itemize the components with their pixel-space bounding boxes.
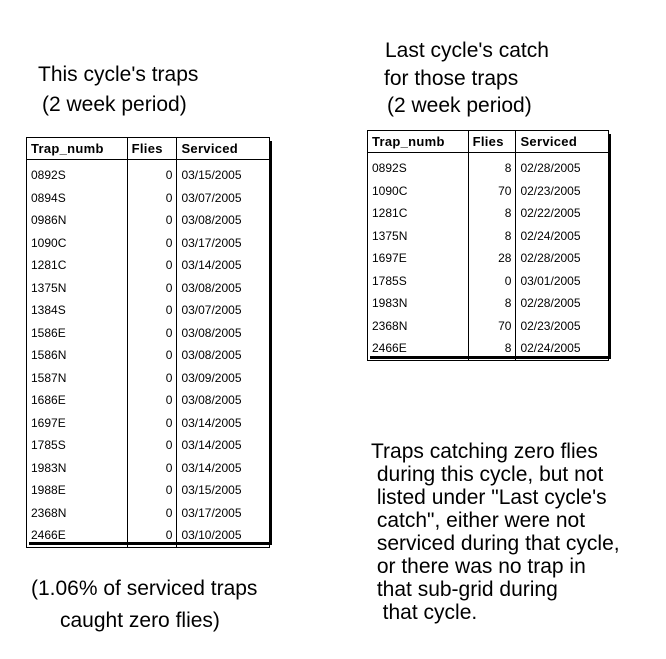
cell-flies: 0 [127, 299, 177, 322]
table-row [368, 337, 609, 360]
table-row [27, 232, 270, 255]
cell-serviced-date: 03/15/2005 [177, 479, 270, 502]
cell-serviced-date: 03/08/2005 [177, 322, 270, 345]
cell-flies: 0 [127, 322, 177, 345]
cell-flies: 0 [127, 209, 177, 232]
table-row [27, 412, 270, 435]
left-title-line2: (2 week period) [42, 93, 187, 116]
table-row [27, 209, 270, 232]
cell-flies: 0 [127, 367, 177, 390]
table-row [368, 292, 609, 315]
cell-serviced-date: 03/17/2005 [177, 502, 270, 525]
cell-flies: 8 [468, 157, 516, 180]
cell-trap-number: 1375N [368, 225, 469, 248]
cell-trap-number: 1785S [27, 434, 128, 457]
cell-serviced-date: 03/08/2005 [177, 344, 270, 367]
cell-serviced-date: 03/08/2005 [177, 277, 270, 300]
cell-flies: 0 [127, 457, 177, 480]
cell-serviced-date: 03/15/2005 [177, 164, 270, 187]
cell-serviced-date: 03/14/2005 [177, 254, 270, 277]
cell-flies: 0 [127, 164, 177, 187]
cell-trap-number: 0892S [368, 157, 469, 180]
cell-trap-number: 0894S [27, 187, 128, 210]
table-row [27, 434, 270, 457]
header-serviced: Serviced [177, 138, 270, 160]
table-row [27, 254, 270, 277]
cell-flies: 0 [127, 524, 177, 547]
cell-trap-number: 1983N [27, 457, 128, 480]
this-cycle-table-body [27, 160, 270, 548]
note-line: that sub-grid during [371, 578, 558, 601]
cell-trap-number: 1686E [27, 389, 128, 412]
cell-flies: 8 [468, 225, 516, 248]
right-title-line3: (2 week period) [387, 94, 532, 117]
cell-flies: 70 [468, 180, 516, 203]
cell-flies: 0 [127, 502, 177, 525]
cell-trap-number: 1281C [368, 202, 469, 225]
cell-flies: 0 [127, 187, 177, 210]
cell-trap-number: 1988E [27, 479, 128, 502]
left-footnote-line1: (1.06% of serviced traps [31, 577, 258, 600]
cell-trap-number: 0892S [27, 164, 128, 187]
cell-flies: 0 [127, 434, 177, 457]
cell-trap-number: 1586E [27, 322, 128, 345]
table-row [27, 344, 270, 367]
cell-flies: 0 [127, 232, 177, 255]
table-row [27, 479, 270, 502]
cell-trap-number: 0986N [27, 209, 128, 232]
cell-flies: 8 [468, 337, 516, 360]
cell-serviced-date: 02/24/2005 [516, 225, 609, 248]
cell-trap-number: 1375N [27, 277, 128, 300]
cell-trap-number: 1090C [368, 180, 469, 203]
note-line: or there was no trap in [371, 555, 586, 578]
header-flies: Flies [468, 131, 516, 153]
table-row [27, 277, 270, 300]
header-serviced: Serviced [516, 131, 609, 153]
cell-serviced-date: 02/23/2005 [516, 180, 609, 203]
cell-trap-number: 1697E [368, 247, 469, 270]
cell-trap-number: 2466E [368, 337, 469, 360]
table-row [27, 367, 270, 390]
cell-trap-number: 2466E [27, 524, 128, 547]
cell-serviced-date: 03/08/2005 [177, 209, 270, 232]
last-cycle-table [367, 130, 609, 361]
table-row [27, 187, 270, 210]
cell-flies: 0 [127, 389, 177, 412]
cell-flies: 0 [127, 277, 177, 300]
note-line: catch", either were not [371, 509, 586, 532]
note-line: that cycle. [371, 601, 478, 624]
table-row [27, 389, 270, 412]
cell-trap-number: 1983N [368, 292, 469, 315]
cell-serviced-date: 03/09/2005 [177, 367, 270, 390]
table-row [368, 270, 609, 293]
cell-trap-number: 1281C [27, 254, 128, 277]
cell-serviced-date: 02/22/2005 [516, 202, 609, 225]
cell-serviced-date: 03/14/2005 [177, 412, 270, 435]
cell-flies: 0 [127, 254, 177, 277]
cell-trap-number: 1697E [27, 412, 128, 435]
cell-serviced-date: 03/10/2005 [177, 524, 270, 547]
table-row [368, 157, 609, 180]
left-footnote-line2: caught zero flies) [60, 609, 220, 632]
cell-serviced-date: 03/01/2005 [516, 270, 609, 293]
cell-flies: 8 [468, 202, 516, 225]
last-cycle-table-body [368, 153, 609, 361]
cell-serviced-date: 02/28/2005 [516, 247, 609, 270]
cell-trap-number: 1090C [27, 232, 128, 255]
cell-trap-number: 1586N [27, 344, 128, 367]
cell-serviced-date: 03/14/2005 [177, 434, 270, 457]
cell-serviced-date: 03/17/2005 [177, 232, 270, 255]
table-row [27, 322, 270, 345]
cell-trap-number: 1785S [368, 270, 469, 293]
table-row [27, 299, 270, 322]
table-header-row [27, 138, 270, 160]
cell-flies: 0 [127, 479, 177, 502]
table-row [27, 164, 270, 187]
cell-trap-number: 2368N [27, 502, 128, 525]
this-cycle-table [26, 137, 270, 548]
table-row [27, 502, 270, 525]
note-line: during this cycle, but not [371, 463, 604, 486]
cell-serviced-date: 02/28/2005 [516, 157, 609, 180]
note-line: Traps catching zero flies [371, 440, 598, 463]
cell-serviced-date: 02/28/2005 [516, 292, 609, 315]
cell-trap-number: 1587N [27, 367, 128, 390]
cell-serviced-date: 02/24/2005 [516, 337, 609, 360]
cell-flies: 70 [468, 315, 516, 338]
table-row [27, 524, 270, 547]
cell-trap-number: 1384S [27, 299, 128, 322]
table-row [368, 225, 609, 248]
table-row [368, 315, 609, 338]
cell-serviced-date: 02/23/2005 [516, 315, 609, 338]
header-trap-numb: Trap_numb [27, 138, 128, 160]
cell-flies: 0 [127, 344, 177, 367]
cell-trap-number: 2368N [368, 315, 469, 338]
note-line: serviced during that cycle, [371, 532, 620, 555]
cell-flies: 0 [468, 270, 516, 293]
left-title-line1: This cycle's traps [38, 63, 199, 86]
cell-flies: 0 [127, 412, 177, 435]
cell-serviced-date: 03/07/2005 [177, 299, 270, 322]
table-header-row [368, 131, 609, 153]
table-row [368, 202, 609, 225]
header-trap-numb: Trap_numb [368, 131, 469, 153]
right-title-line1: Last cycle's catch [385, 39, 549, 62]
table-row [368, 247, 609, 270]
table-row [27, 457, 270, 480]
cell-serviced-date: 03/08/2005 [177, 389, 270, 412]
cell-serviced-date: 03/14/2005 [177, 457, 270, 480]
cell-flies: 28 [468, 247, 516, 270]
table-row [368, 180, 609, 203]
cell-flies: 8 [468, 292, 516, 315]
header-flies: Flies [127, 138, 177, 160]
cell-serviced-date: 03/07/2005 [177, 187, 270, 210]
right-title-line2: for those traps [384, 67, 519, 90]
note-line: listed under "Last cycle's [371, 486, 607, 509]
